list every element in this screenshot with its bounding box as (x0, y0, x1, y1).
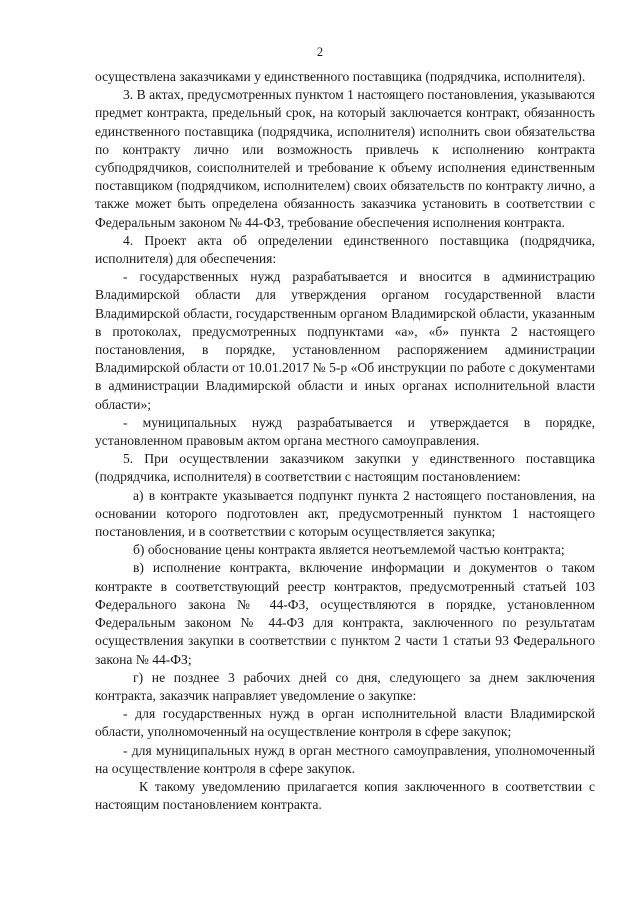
paragraph-item-4-municipal: - муниципальных нужд разрабатывается и утверждается в порядке, установленном правовым актом органа местного самоуправления. (95, 414, 595, 449)
paragraph-item-5g-state: - для государственных нужд в орган исполнительной власти Владимирской области, уполномоченный на осуществление контроля в сфере закупок; (95, 706, 595, 740)
paragraph-continuation: осуществлена заказчиками у единственного поставщика (подрядчика, исполнителя). (95, 69, 586, 84)
paragraph-item-4-state: - государственных нужд разрабатывается и вносится в администрацию Владимирской области для утверждения органом государственной власти Владимирской области, государственным органом Владимирской области, указанным в протоколах, предусмотренных подпунктами «а», «б» пункта 2 настоящего постановления, в порядке, установленном распоряжением администрации Владимирской области от 10.01.2017 № 5-р «Об инструкции по работе с документами в администрации Владимирской области и иных органах исполнительной власти области»; (95, 269, 595, 412)
paragraph-item-4: 4. Проект акта об определении единственного поставщика (подрядчика, исполнителя) для обеспечения: (95, 232, 595, 267)
paragraph-item-5b: б) обоснование цены контракта является неотъемлемой частью контракта; (133, 542, 565, 558)
paragraph-item-5g: г) не позднее 3 рабочих дней со дня, следующего за днем заключения контракта, заказчик направляет уведомление о закупке: (95, 669, 595, 703)
page-number: 2 (316, 45, 324, 59)
paragraph-item-5v: в) исполнение контракта, включение информации и документов о таком контракте в соответствующий реестр контрактов, предусмотренный статьей 103 Федерального закона № 44-ФЗ, осуществляются в порядке, установленном Федеральным законом № 44-ФЗ для контракта, заключенного по результатам осуществления закупки в соответствии с пунктом 2 части 1 статьи 93 Федерального закона № 44-ФЗ; (95, 560, 595, 667)
paragraph-item-5a: а) в контракте указывается подпункт пункта 2 настоящего постановления, на основании которого подготовлен акт, предусмотренный пунктом 1 настоящего постановления, и в соответствии с которым осуществляется закупка; (95, 487, 595, 540)
document-body (95, 68, 595, 814)
paragraph-attachment-note: К такому уведомлению прилагается копия заключенного в соответствии с настоящим постановлением контракта. (95, 778, 595, 813)
paragraph-item-3: 3. В актах, предусмотренных пунктом 1 настоящего постановления, указываются предмет контракта, предельный срок, на который заключается контракт, обязанность единственного поставщика (подрядчика, исполнителя) исполнить свои обязательства по контракту лично или возможность привлечь к исполнению контракта субподрядчиков, соисполнителей и требование к объему исполнения единственным поставщиком (подрядчиком, исполнителем) своих обязательств по контракту лично, а также может быть определена обязанность заказчика установить в соответствии с Федеральным законом № 44-ФЗ, требование обеспечения исполнения контракта. (95, 87, 595, 230)
paragraph-item-5: 5. При осуществлении заказчиком закупки у единственного поставщика (подрядчика, исполнителя) в соответствии с настоящим постановлением: (95, 451, 595, 485)
paragraph-item-5g-municipal: - для муниципальных нужд в орган местного самоуправления, уполномоченный на осуществление контроля в сфере закупок. (95, 742, 595, 776)
